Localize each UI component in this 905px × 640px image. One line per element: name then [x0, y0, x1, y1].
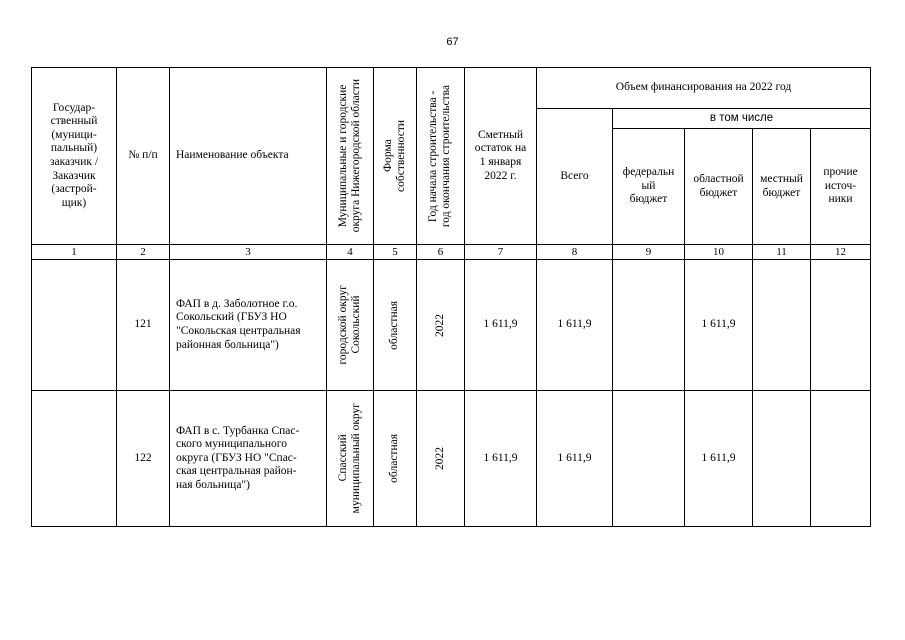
- header-municipality: Муниципальные и городские округа Нижегородской области: [336, 79, 362, 233]
- row-municipality: Спасский муниципальный округ: [336, 403, 362, 514]
- row-municipality-cell: [327, 260, 374, 391]
- column-number: 6: [417, 245, 465, 260]
- column-number: 9: [613, 245, 685, 260]
- row-number: 122: [117, 391, 170, 527]
- financing-table: [31, 67, 871, 527]
- row-customer: [32, 260, 117, 391]
- row-local: [753, 391, 811, 527]
- column-number: 5: [374, 245, 417, 260]
- column-number: 10: [685, 245, 753, 260]
- row-total: 1 611,9: [537, 260, 613, 391]
- page-number: 67: [446, 36, 459, 48]
- row-years-cell: [417, 260, 465, 391]
- header-years-cell: [417, 68, 465, 245]
- row-estimated-balance: 1 611,9: [465, 391, 537, 527]
- row-years-cell: [417, 391, 465, 527]
- row-ownership: областная: [388, 300, 401, 350]
- column-numbers-row: [32, 245, 871, 260]
- header-ownership: Форма собственности: [381, 120, 407, 192]
- header-object-name: Наименование объекта: [170, 68, 327, 245]
- row-local: [753, 260, 811, 391]
- row-other: [811, 391, 871, 527]
- column-number: 4: [327, 245, 374, 260]
- row-ownership-cell: [374, 260, 417, 391]
- table-row: [32, 391, 871, 527]
- header-municipality-cell: [327, 68, 374, 245]
- header-other-sources: прочие источ- ники: [811, 129, 871, 245]
- header-federal-budget: федеральн ый бюджет: [613, 129, 685, 245]
- header-construction-years: Год начала строительства - год окончания строительства: [427, 84, 453, 228]
- header-local-budget: местный бюджет: [753, 129, 811, 245]
- header-customer: Государ- ственный (муници- пальный) заказчик / Заказчик (застрой- щик): [32, 68, 117, 245]
- row-object-name: ФАП в с. Турбанка Спас- ского муниципального округа (ГБУЗ НО "Спас- ская центральная район- ная больница"): [170, 391, 327, 527]
- column-number: 11: [753, 245, 811, 260]
- row-object-name: ФАП в д. Заболотное г.о. Сокольский (ГБУЗ НО "Сокольская центральная районная больница"): [170, 260, 327, 391]
- column-number: 7: [465, 245, 537, 260]
- row-number: 121: [117, 260, 170, 391]
- row-estimated-balance: 1 611,9: [465, 260, 537, 391]
- row-customer: [32, 391, 117, 527]
- header-financing-volume: Объем финансирования на 2022 год: [537, 68, 871, 109]
- row-years: 2022: [433, 447, 446, 470]
- header-row: [32, 68, 871, 109]
- table-row: [32, 260, 871, 391]
- row-ownership-cell: [374, 391, 417, 527]
- column-number: 3: [170, 245, 327, 260]
- header-number: № п/п: [117, 68, 170, 245]
- row-federal: [613, 391, 685, 527]
- column-number: 8: [537, 245, 613, 260]
- header-total: Всего: [537, 109, 613, 245]
- row-regional: 1 611,9: [685, 391, 753, 527]
- row-years: 2022: [433, 313, 446, 337]
- header-ownership-cell: [374, 68, 417, 245]
- row-ownership: областная: [388, 434, 401, 483]
- row-other: [811, 260, 871, 391]
- row-federal: [613, 260, 685, 391]
- column-number: 1: [32, 245, 117, 260]
- header-including: в том числе: [613, 109, 871, 129]
- header-estimated-balance: Сметный остаток на 1 января 2022 г.: [465, 68, 537, 245]
- row-municipality-cell: [327, 391, 374, 527]
- row-municipality: городской округ Сокольский: [336, 285, 362, 365]
- column-number: 2: [117, 245, 170, 260]
- row-regional: 1 611,9: [685, 260, 753, 391]
- row-total: 1 611,9: [537, 391, 613, 527]
- header-regional-budget: областной бюджет: [685, 129, 753, 245]
- column-number: 12: [811, 245, 871, 260]
